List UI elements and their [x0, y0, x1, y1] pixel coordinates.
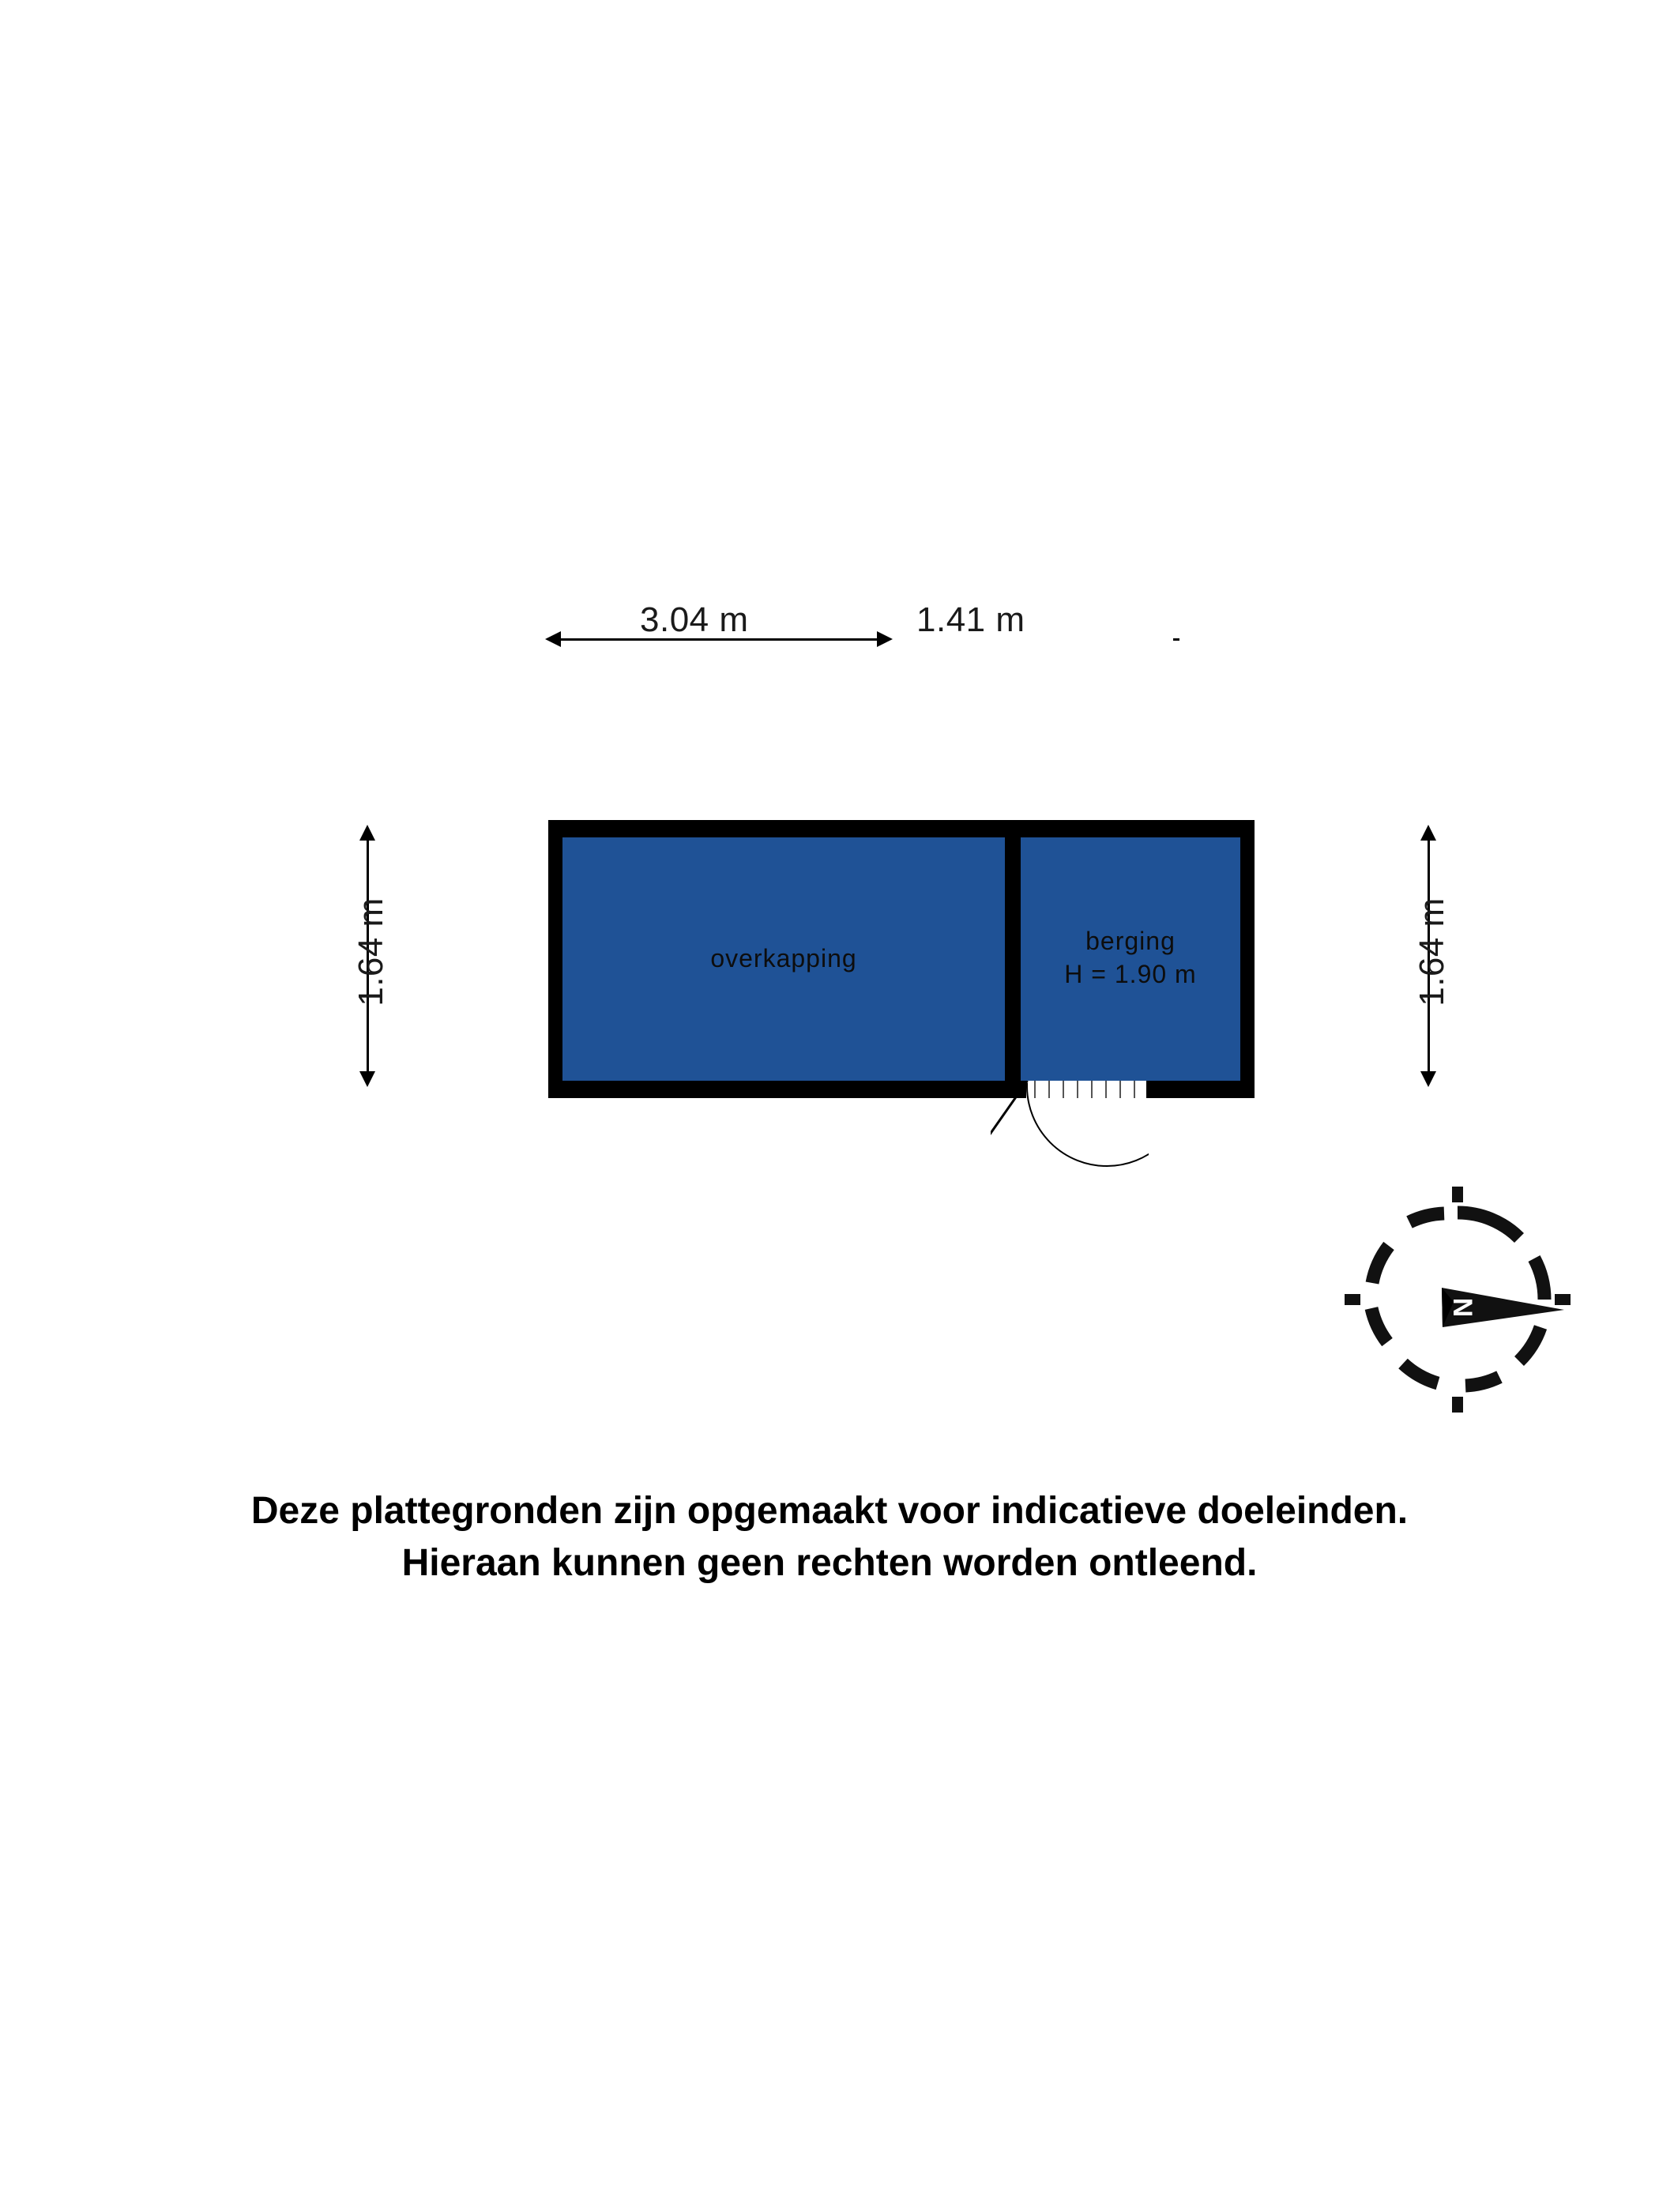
compass-rose-icon	[1327, 1169, 1588, 1430]
room-label-berging: berging	[1085, 927, 1176, 955]
top-dimension-row	[0, 600, 1659, 672]
disclaimer	[0, 1485, 1659, 1589]
dimension-arrow-right	[877, 631, 893, 647]
room-overkapping	[562, 837, 1005, 1081]
dimension-label-right: 1.64 m	[1413, 897, 1451, 1006]
dimension-tick-right	[1173, 638, 1179, 641]
compass-label-n: N	[1447, 1297, 1477, 1318]
room-height-berging: H = 1.90 m	[1064, 960, 1197, 988]
dimension-label-left: 1.64 m	[352, 897, 390, 1006]
room-label-overkapping: overkapping	[710, 944, 857, 972]
dimension-label-top-left: 3.04 m	[640, 600, 749, 639]
floor-plan	[548, 820, 1255, 1098]
disclaimer-line-1: Deze plattegronden zijn opgemaakt voor indicatieve doeleinden.	[250, 1490, 1409, 1532]
left-dimension	[344, 822, 391, 1090]
room-berging	[1021, 837, 1240, 1081]
dimension-label-top-right: 1.41 m	[916, 600, 1025, 639]
right-dimension	[1405, 822, 1452, 1090]
disclaimer-line-2: Hieraan kunnen geen rechten worden ontleend.	[401, 1542, 1258, 1584]
door-swing-icon	[991, 1081, 1149, 1168]
